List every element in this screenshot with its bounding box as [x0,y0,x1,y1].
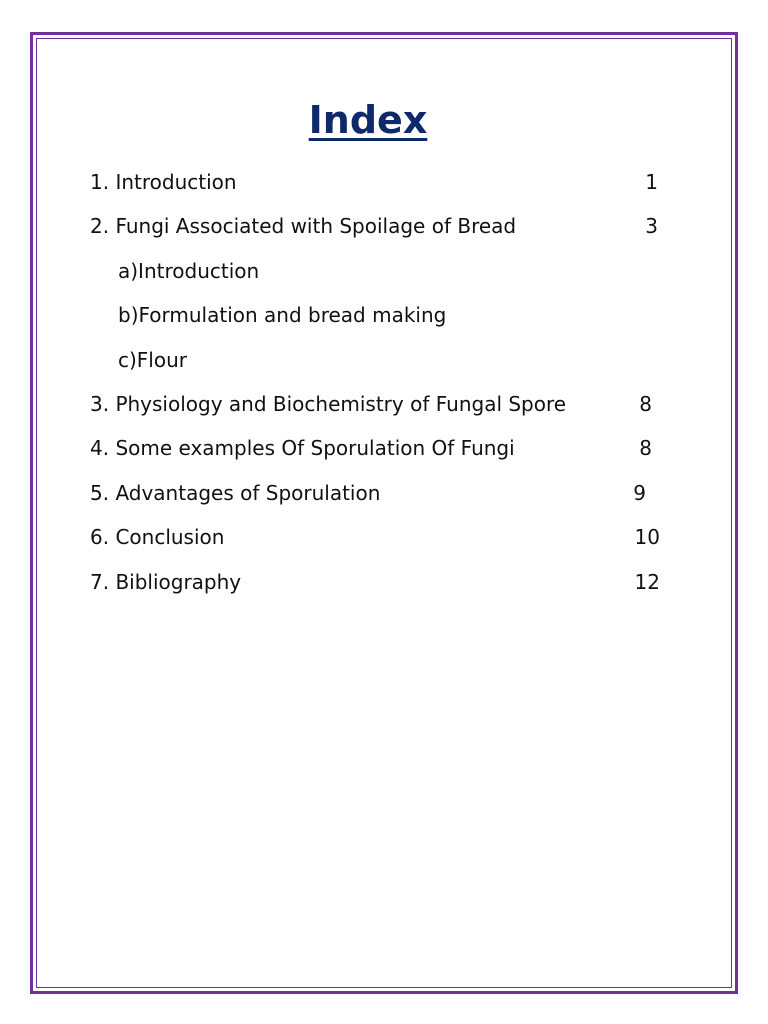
toc-entry-label: 7. Bibliography [90,569,242,594]
toc-entry-page: 1 [645,170,658,194]
toc-entry-label: 1. Introduction [90,170,237,194]
toc-entry-page: 9 [633,480,646,505]
toc-entry-label: a)Introduction [118,258,260,283]
toc-entry-label: b)Formulation and bread making [118,303,447,328]
toc-subentry-flour [90,338,660,382]
toc-entry-page: 8 [639,436,652,461]
toc-entry-sporulation-examples [90,426,660,470]
toc-entry-label: 6. Conclusion [90,525,225,550]
toc-entry-label: c)Flour [118,347,187,372]
toc-entry-conclusion [90,515,660,559]
table-of-contents [90,160,660,604]
toc-entry-page: 8 [639,391,652,416]
toc-subentry-introduction [90,249,660,293]
toc-entry-introduction [90,160,660,204]
toc-entry-page: 12 [634,569,660,594]
toc-entry-bibliography [90,560,660,604]
toc-entry-page: 3 [645,214,658,239]
toc-subentry-formulation [90,293,660,337]
toc-entry-label: 4. Some examples Of Sporulation Of Fungi [90,436,515,461]
toc-entry-label: 5. Advantages of Sporulation [90,480,381,505]
toc-entry-advantages [90,471,660,515]
toc-entry-physiology [90,382,660,426]
page-title: Index [308,98,428,142]
toc-entry-page: 10 [634,525,660,550]
toc-entry-label: 2. Fungi Associated with Spoilage of Bread [90,214,517,239]
toc-entry-fungi-spoilage [90,204,660,248]
toc-entry-label: 3. Physiology and Biochemistry of Fungal Spore [90,391,567,416]
